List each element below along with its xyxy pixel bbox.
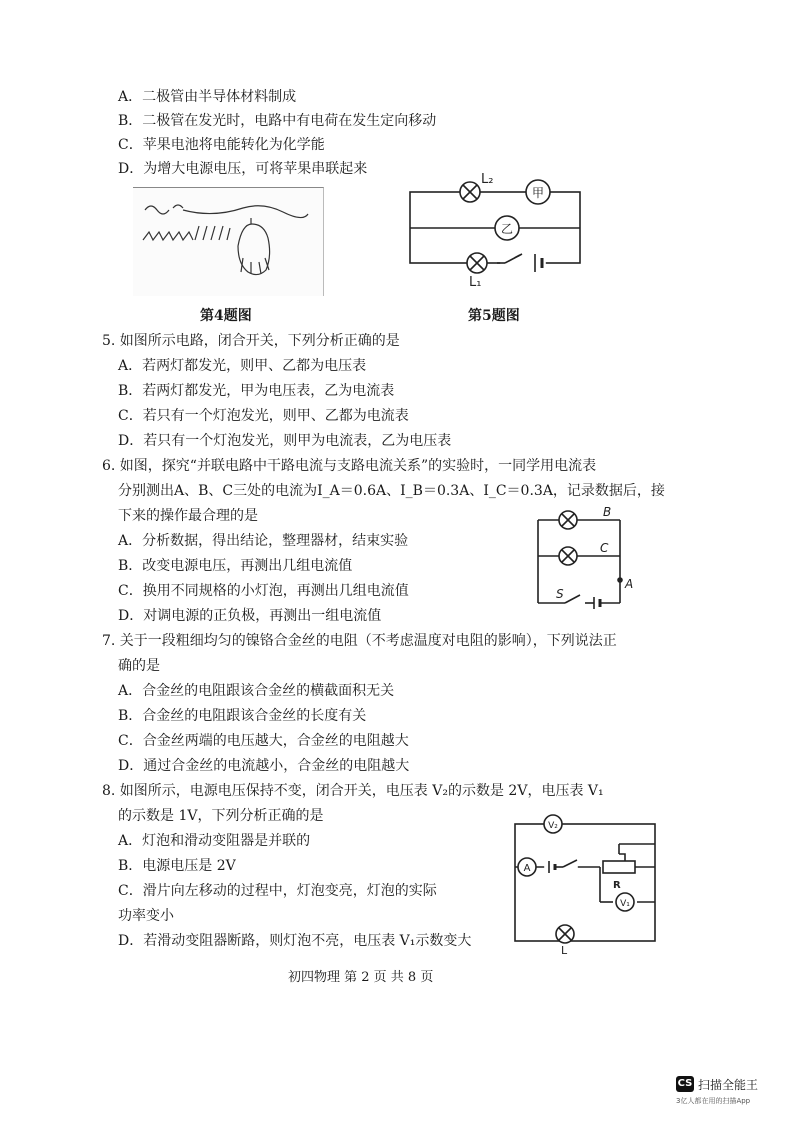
q7-stem-line-1: 7. 关于一段粗细均匀的镍铬合金丝的电阻（不考虑温度对电阻的影响），下列说法正 [102,633,617,649]
scanner-tagline: 3亿人都在用的扫描App [676,1097,751,1105]
fig6-circuit [530,505,640,610]
fig6-label-b: B [603,505,612,519]
fig6-point-a [618,578,622,582]
apple-battery-sketch [133,188,323,296]
q7-option-c: C．合金丝两端的电压越大，合金丝的电阻越大 [118,733,409,749]
fig8-rheostat [603,861,635,873]
q5-option-b: B．若两灯都发光，甲为电压表，乙为电流表 [118,383,395,399]
fig6-label-a: A [625,577,634,591]
q8-option-d: D．若滑动变阻器断路，则灯泡不亮，电压表 V₁示数变大 [118,933,472,949]
fig5-label-jia: 甲 [531,186,545,200]
fig8-label-l: L [561,944,568,957]
fig8-label-a: A [523,863,531,874]
q6-stem-line-1: 6. 如图，探究“并联电路中干路电流与支路电流关系”的实验时，一同学用电流表 [102,458,597,474]
scanner-logo: CS [676,1076,694,1092]
q8-stem-line-1: 8. 如图所示，电源电压保持不变，闭合开关，电压表 V₂的示数是 2V，电压表 V₁ [102,783,604,799]
fig5-label-l2: L₂ [481,172,494,187]
q8-option-c: C．滑片向左移动的过程中，灯泡变亮，灯泡的实际 [118,883,437,899]
fig6-switch [565,595,580,603]
q6-stem-line-2: 分别测出A、B、C三处的电流为I_A＝0.6A、I_B＝0.3A、I_C＝0.3A，记录数据后，接 [118,483,665,499]
q7-option-b: B．合金丝的电阻跟该合金丝的长度有关 [118,708,367,724]
q8-option-c-cont: 功率变小 [118,908,174,924]
scanner-brand: 扫描全能王 [698,1078,759,1092]
q4-option-a: A．二极管由半导体材料制成 [118,89,297,105]
q4-option-c: C．苹果电池将电能转化为化学能 [118,137,325,153]
q4-option-d: D．为增大电源电压，可将苹果串联起来 [118,161,368,177]
q6-stem-line-3: 下来的操作最合理的是 [118,508,258,524]
q6-option-b: B．改变电源电压，再测出几组电流值 [118,558,353,574]
fig4-photo [133,187,324,296]
q5-stem: 5. 如图所示电路，闭合开关，下列分析正确的是 [102,333,400,349]
q6-option-c: C．换用不同规格的小灯泡，再测出几组电流值 [118,583,409,599]
fig6-label-c: C [600,541,609,555]
q7-option-a: A．合金丝的电阻跟该合金丝的横截面积无关 [118,683,395,699]
q8-option-a: A．灯泡和滑动变阻器是并联的 [118,833,311,849]
q7-stem-line-2: 确的是 [118,658,160,674]
q5-option-a: A．若两灯都发光，则甲、乙都为电压表 [118,358,367,374]
fig8-outer-wire [515,824,655,941]
fig8-label-v2: V₂ [548,821,558,831]
q5-option-d: D．若只有一个灯泡发光，则甲为电流表，乙为电压表 [118,433,452,449]
fig8-circuit [505,814,665,957]
q6-option-d: D．对调电源的正负极，再测出一组电流值 [118,608,382,624]
q7-option-d: D．通过合金丝的电流越小，合金丝的电阻越大 [118,758,410,774]
fig8-label-v1: V₁ [620,899,630,909]
page-footer: 初四物理 第 2 页 共 8 页 [288,970,434,985]
fig5-circuit [405,170,595,290]
fig8-label-r: R [613,880,621,891]
q8-option-b: B．电源电压是 2V [118,858,236,874]
q8-stem-line-2: 的示数是 1V，下列分析正确的是 [118,808,324,824]
q5-option-c: C．若只有一个灯泡发光，则甲、乙都为电流表 [118,408,409,424]
q4-option-b: B．二极管在发光时，电路中有电荷在发生定向移动 [118,113,437,129]
fig5-label-l1: L₁ [469,275,482,290]
fig5-label-yi: 乙 [500,222,514,236]
fig6-label-s: S [556,587,564,601]
q6-option-a: A．分析数据，得出结论，整理器材，结束实验 [118,533,409,549]
fig5-caption: 第5题图 [468,308,520,324]
fig4-caption: 第4题图 [200,308,252,324]
fig8-slider [619,854,625,861]
